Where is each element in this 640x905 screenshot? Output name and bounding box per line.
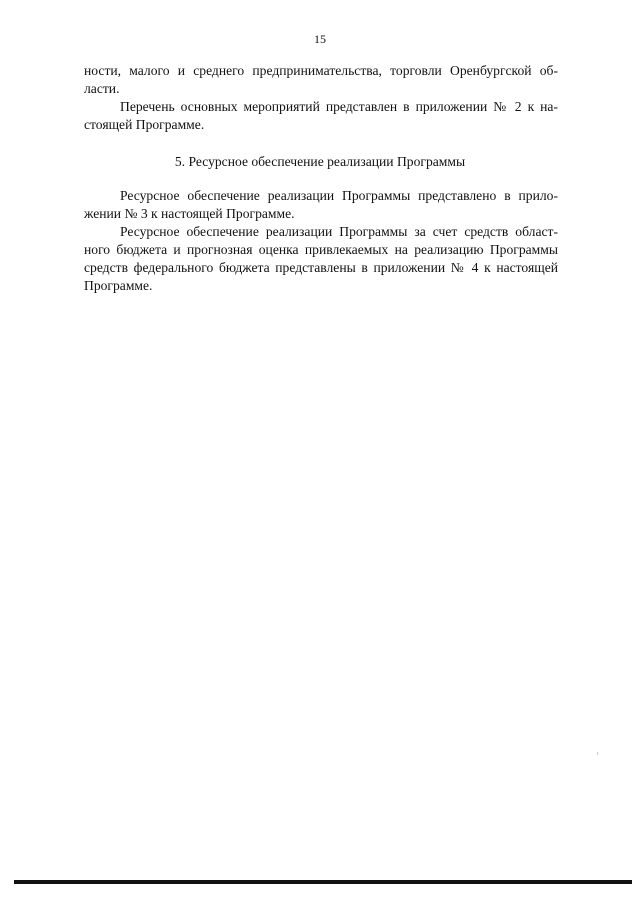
paragraph-line: Перечень основных мероприятий представлен в приложении № 2 к на- bbox=[120, 99, 558, 114]
paragraph-line: ласти. bbox=[84, 81, 120, 96]
section-text-block bbox=[84, 187, 558, 295]
page-number: 15 bbox=[314, 32, 326, 46]
paragraph-line: средств федерального бюджета представлены в приложении № 4 к настоящей bbox=[84, 260, 558, 275]
scan-edge-speck bbox=[597, 752, 598, 755]
paragraph-line: стоящей Программе. bbox=[84, 117, 205, 132]
paragraph-line: жении № 3 к настоящей Программе. bbox=[84, 206, 295, 221]
paragraph-line: ного бюджета и прогнозная оценка привлекаемых на реализацию Программы bbox=[84, 242, 558, 257]
paragraph-line: ности, малого и среднего предпринимательства, торговли Оренбургской об- bbox=[84, 63, 558, 78]
paragraph-line: Программе. bbox=[84, 278, 153, 293]
intro-text-block bbox=[84, 62, 558, 134]
paragraph-line: Ресурсное обеспечение реализации Программы за счет средств област- bbox=[120, 224, 558, 239]
bottom-border-line bbox=[14, 880, 632, 884]
paragraph-line: Ресурсное обеспечение реализации Программы представлено в прило- bbox=[120, 188, 558, 203]
section-heading: 5. Ресурсное обеспечение реализации Программы bbox=[174, 154, 466, 169]
